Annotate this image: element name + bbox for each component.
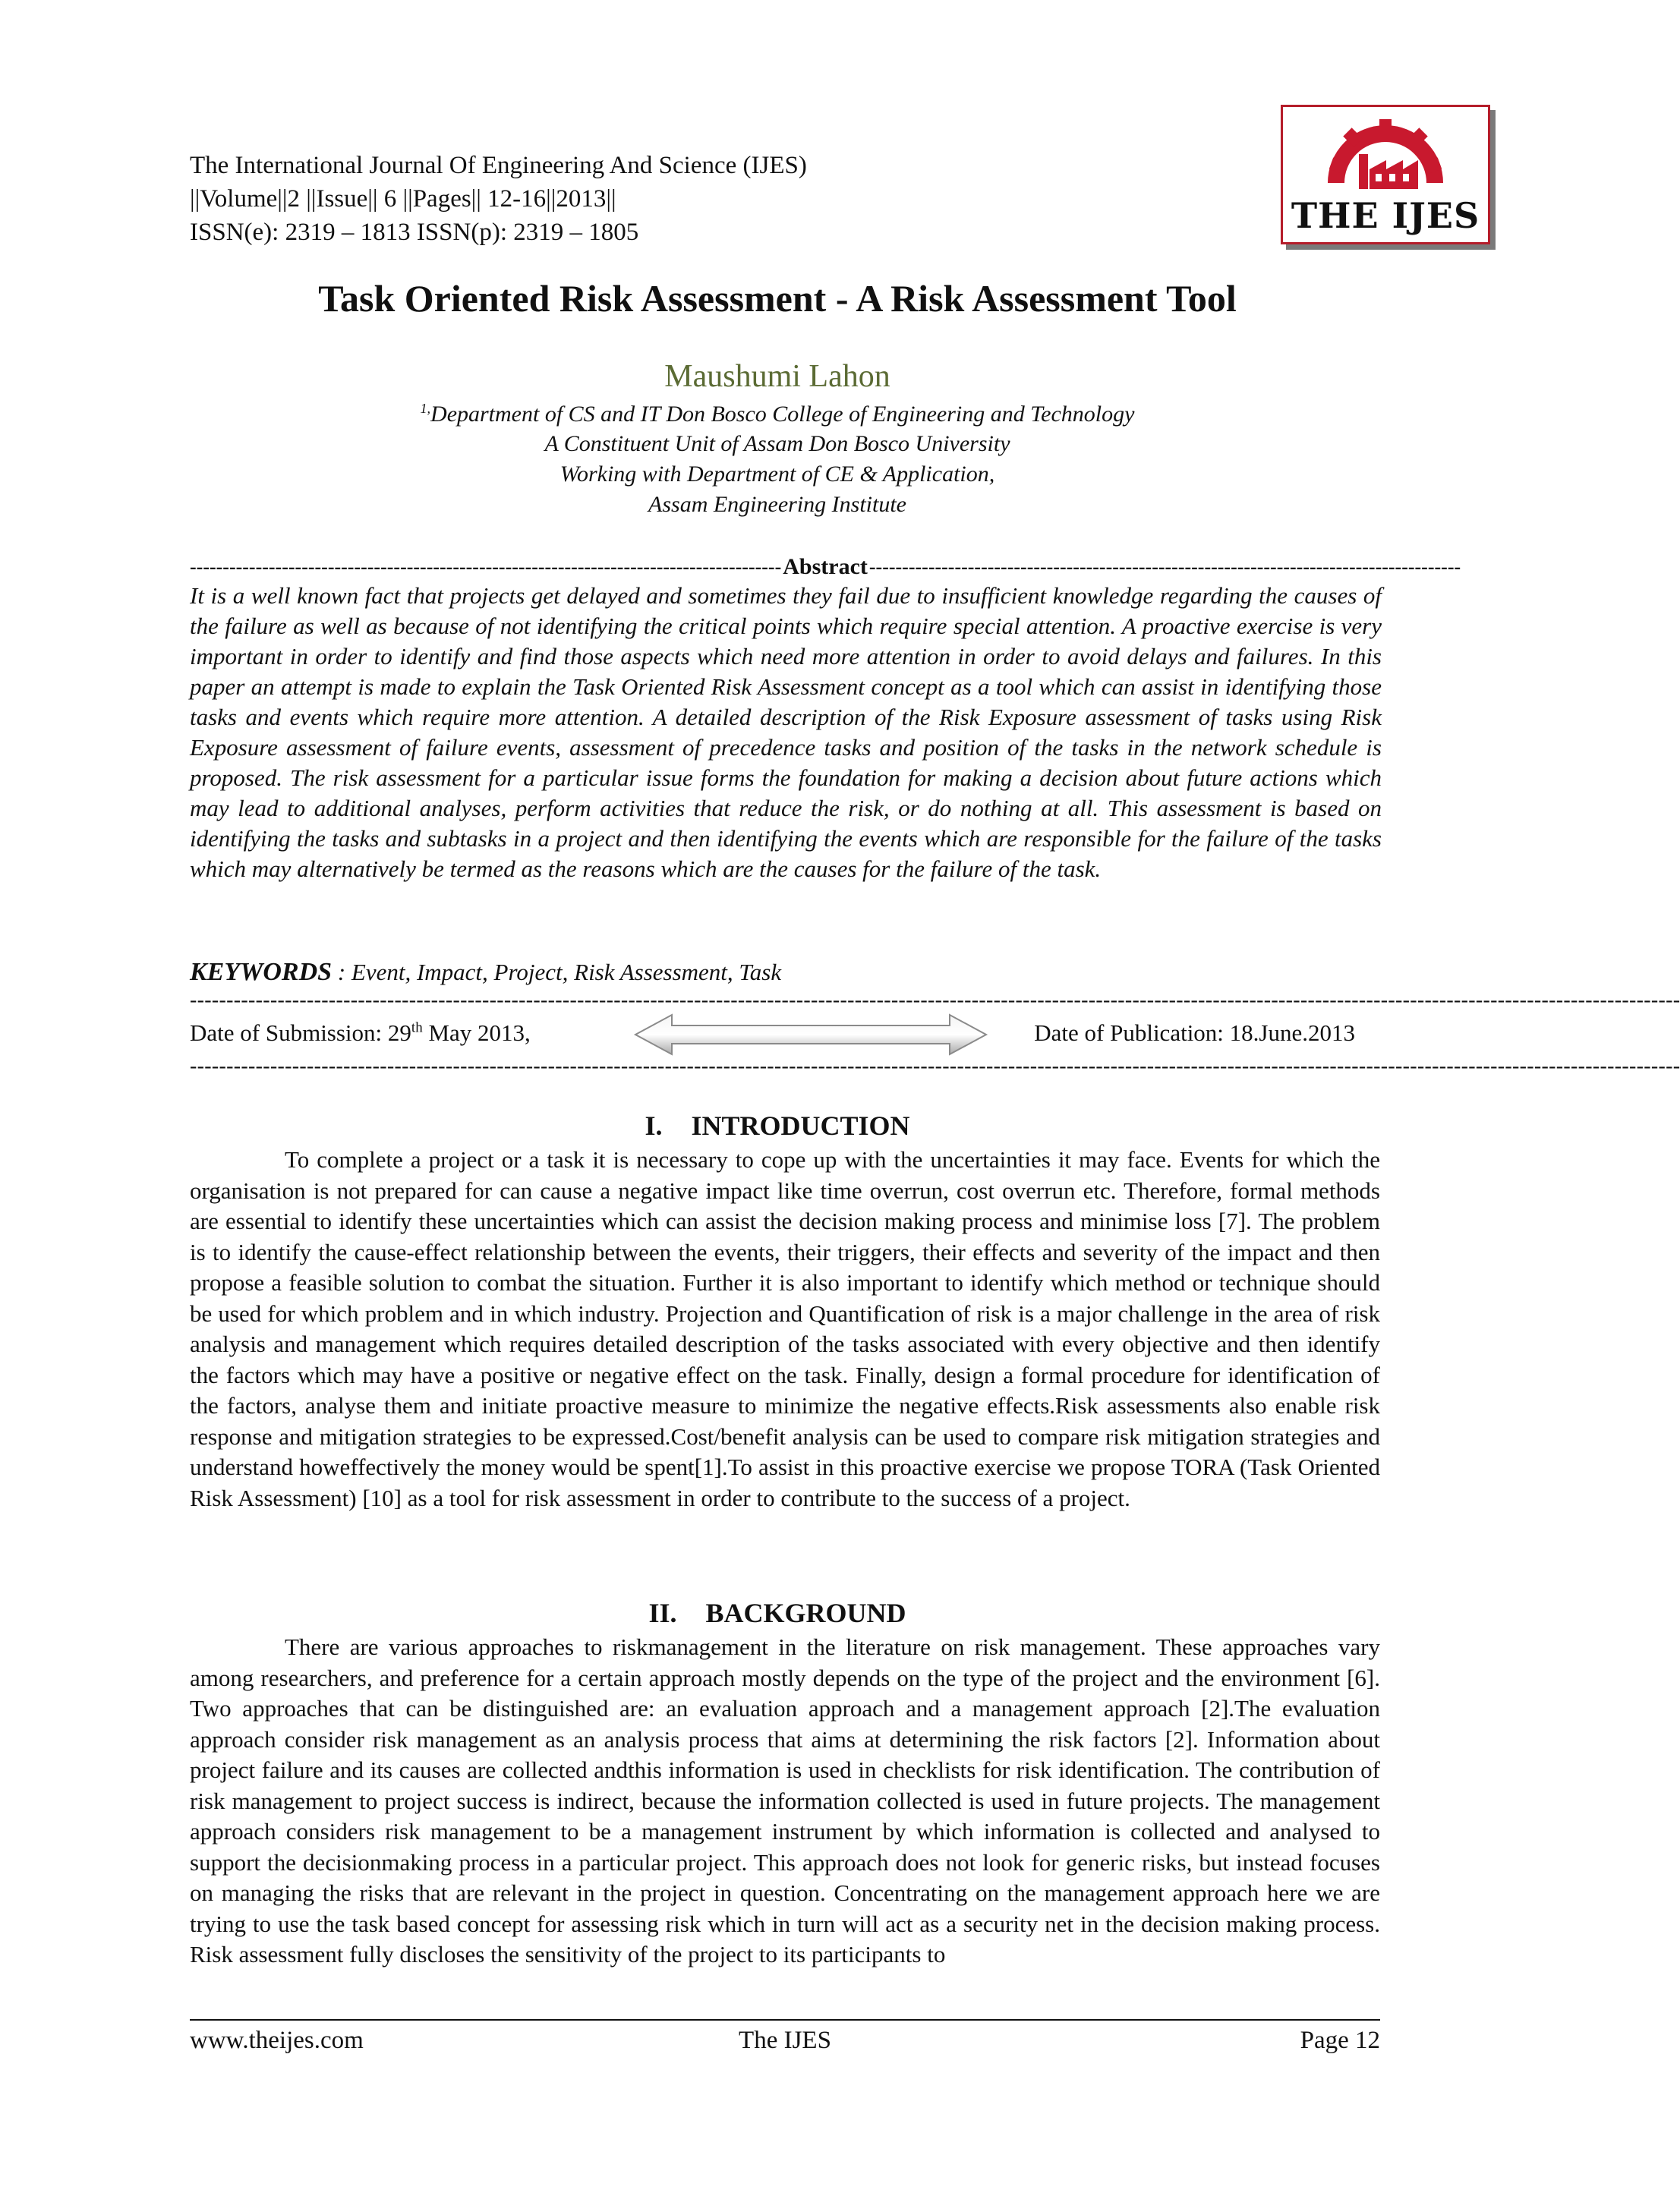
abstract-dashes-left: ------------------------------------------------------------------------------------------	[190, 556, 782, 578]
page-footer	[190, 2027, 1380, 2065]
abstract-rule	[190, 554, 1461, 580]
submission-sup: th	[411, 1019, 423, 1036]
footer-rule	[190, 2019, 1380, 2021]
dates-rule-bottom: ------------------------------------------------------------------------------------------------------------------------------------------------------------------------------------------------------------	[190, 1054, 1680, 1078]
abstract-label: Abstract	[783, 554, 868, 579]
logo-text: THE IJES	[1291, 195, 1480, 236]
section-heading-background	[0, 1597, 1555, 1629]
affiliation-sup: 1,	[420, 401, 431, 416]
keywords	[190, 958, 781, 987]
section-body-introduction: To complete a project or a task it is necessary to cope up with the uncertainties it may face. Events for which the organisation is not prepared for can cause a negative impact like time overrun, cost overrun etc. Therefore, formal methods are essential to identify these uncertainties which can assist the decision making process and minimise loss [7]. The problem is to identify the cause-effect relationship between the events, their triggers, their effects and severity of the impact and then propose a feasible solution to combat the situation. Further it is also important to identify which method or technique should be used for which problem and in which industry. Projection and Quantification of risk is a major challenge in the area of risk analysis and management which requires detailed description of the tasks associated with every objective and then identify the factors which may have a positive or negative effect on the task. Finally, design a formal procedure for identification of the factors, analyse them and initiate proactive measure to minimize the negative effects.Risk assessments also enable risk response and mitigation strategies to be expressed.Cost/benefit analysis can be used to compare risk mitigation strategies and understand howeffectively the money would be spent[1].To assist in this proactive exercise we propose TORA (Task Oriented Risk Assessment) [10] as a tool for risk assessment in order to contribute to the success of a project.	[190, 1146, 1380, 1511]
footer-journal: The IJES	[739, 2027, 831, 2054]
affiliation-line-1	[0, 401, 1555, 427]
double-arrow-icon	[632, 1010, 989, 1059]
section-heading-introduction	[0, 1110, 1555, 1142]
section-body-background: There are various approaches to riskmanagement in the literature on risk management. These approaches vary among researchers, and preference for a certain approach mostly depends on the type of the project and the environment [6]. Two approaches that can be distinguished are: an evaluation approach and a management approach [2].The evaluation approach consider risk management as an analysis process that aims at determining the risk factors [2]. Information about project failure and its causes are collected andthis information is used in checklists for risk identification. The contribution of risk management to project success is indirect, because the information collected is used in future projects. The management approach considers risk management to be a management instrument by which information is collected and analysed to support the decisionmaking process in a particular project. This approach does not look for generic risks, but instead focuses on managing the risks that are relevant in the project in question. Concentrating on the management approach here we are trying to use the task based concept for assessing risk which in turn will act as a security net in the decision making process. Risk assessment fully discloses the sensitivity of the project to its participants to	[190, 1633, 1380, 1967]
journal-issn: ISSN(e): 2319 – 1813 ISSN(p): 2319 – 1805	[190, 219, 639, 246]
affiliation-line-4: Assam Engineering Institute	[648, 492, 906, 517]
journal-name: The International Journal Of Engineering And Science (IJES)	[190, 152, 807, 179]
footer-website[interactable]: www.theijes.com	[190, 2027, 364, 2054]
paper-title: Task Oriented Risk Assessment - A Risk Assessment Tool	[318, 277, 1237, 320]
journal-volume: ||Volume||2 ||Issue|| 6 ||Pages|| 12-16||2013||	[190, 185, 616, 213]
section-number: I.	[645, 1111, 663, 1141]
footer-page-number: Page 12	[1300, 2027, 1380, 2054]
author-name: Maushumi Lahon	[664, 359, 890, 394]
dates-rule-top: ------------------------------------------------------------------------------------------------------------------------------------------------------------------------------------------------------------	[190, 988, 1680, 1012]
affiliation-text-1: Department of CS and IT Don Bosco College of Engineering and Technology	[430, 402, 1135, 427]
abstract-dashes-right: ------------------------------------------------------------------------------------------	[868, 556, 1461, 578]
journal-header	[190, 149, 807, 249]
keywords-label: KEYWORDS	[190, 958, 333, 986]
affiliation-line-3: Working with Department of CE & Application,	[559, 462, 995, 487]
abstract-text: It is a well known fact that projects get delayed and sometimes they fail due to insufficient knowledge regarding the causes of the failure as well as because of not identifying the critical points which require special attention. A proactive exercise is very important in order to identify and find those aspects which need more attention in order to avoid delays and failures. In this paper an attempt is made to explain the Task Oriented Risk Assessment concept as a tool which can assist in identifying those tasks and events which require more attention. A detailed description of the Risk Exposure assessment of tasks using Risk Exposure assessment of failure events, assessment of precedence tasks and position of the tasks in the network schedule is proposed. The risk assessment for a particular issue forms the foundation for making a decision about future actions which may lead to additional analyses, perform activities that reduce the risk, or do nothing at all. This assessment is based on identifying the tasks and subtasks in a project and then identifying the events which are responsible for the failure of the tasks which may alternatively be termed as the reasons which are the causes for the failure of the task.	[190, 582, 1382, 882]
section-title: BACKGROUND	[705, 1598, 906, 1628]
dates-row	[190, 1019, 1355, 1057]
section-number: II.	[648, 1598, 677, 1628]
section-title: INTRODUCTION	[691, 1111, 910, 1141]
submission-prefix: Date of Submission: 29	[190, 1019, 411, 1046]
submission-suffix: May 2013,	[422, 1019, 531, 1046]
keywords-value: : Event, Impact, Project, Risk Assessment, Task	[332, 959, 782, 985]
ijes-logo	[1281, 105, 1490, 244]
publication-date: Date of Publication: 18.June.2013	[1034, 1019, 1355, 1046]
submission-date	[190, 1019, 531, 1047]
affiliation-line-2: A Constituent Unit of Assam Don Bosco University	[544, 431, 1010, 456]
